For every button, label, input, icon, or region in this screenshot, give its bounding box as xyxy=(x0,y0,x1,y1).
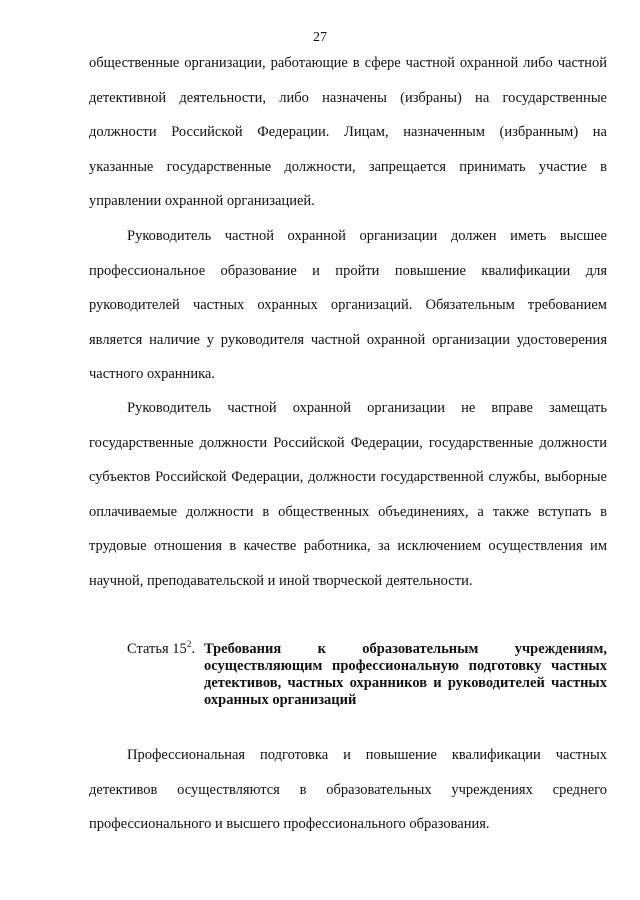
page-number: 27 xyxy=(313,30,327,45)
paragraph: Руководитель частной охранной организации не вправе замещать государственные должности Российской Федерации, государственные должности субъектов Российской Федерации, должности государственной службы, выборные оплачиваемые должности в общественных объединениях, а также вступать в трудовые отношения в качестве работника, за исключением осуществления им научной, преподавательской и иной творческой деятельности. xyxy=(89,400,607,589)
article-number-superscript: 2 xyxy=(186,639,192,650)
paragraph: общественные организации, работающие в сфере частной охранной либо частной детективной деятельности, либо назначены (избраны) на государственные должности Российской Федерации. Лицам, назначенным (избранным) на указанные государственные должности, запрещается принимать участие в управлении охранной организацией. xyxy=(89,55,607,209)
article-number-text: Статья 15 xyxy=(127,641,187,657)
paragraph: Профессиональная подготовка и повышение квалификации частных детективов осуществляются в образовательных учреждениях среднего профессионального и высшего профессионального образования. xyxy=(89,747,607,832)
article-heading xyxy=(127,641,607,709)
article-title: Требования к образовательным учреждениям, осуществляющим профессиональную подготовку частных детективов, частных охранников и руководителей частных охранных организаций xyxy=(204,641,607,708)
paragraph: Руководитель частной охранной организации должен иметь высшее профессиональное образование и пройти повышение квалификации для руководителей частных охранных организаций. Обязательным требованием является наличие у руководителя частной охранной организации удостоверения частного охранника. xyxy=(89,228,607,382)
article-number xyxy=(127,641,195,658)
article-number-suffix: . xyxy=(191,641,195,657)
